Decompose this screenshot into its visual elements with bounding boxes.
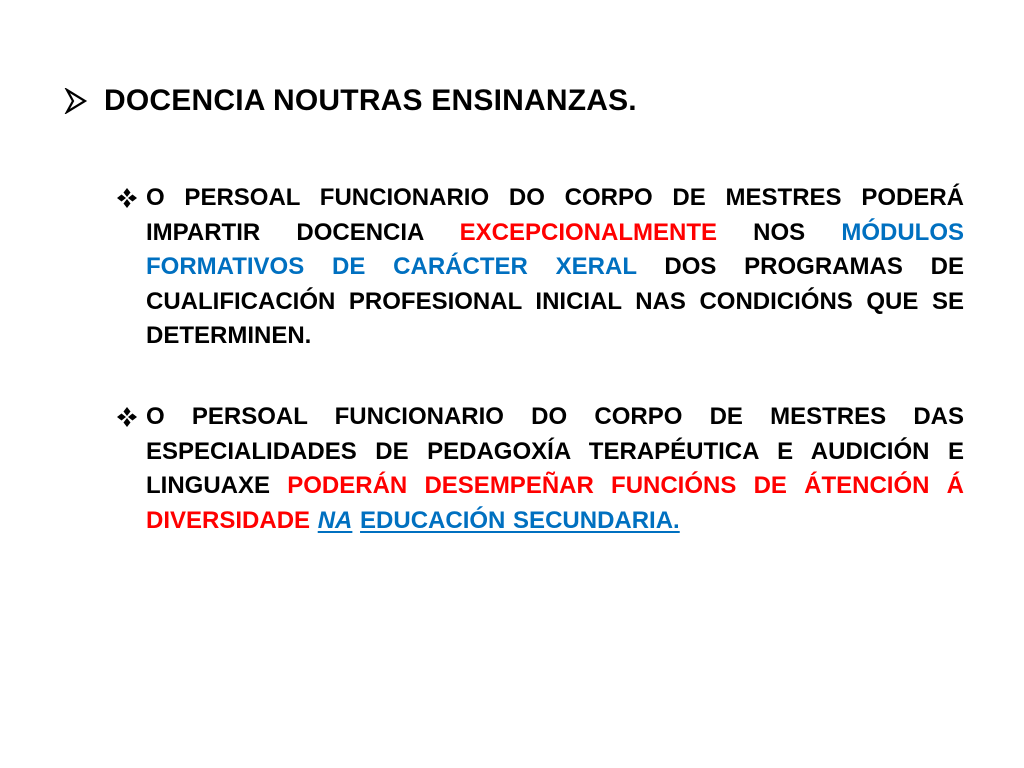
bullet-item	[116, 400, 964, 538]
bullet-item	[116, 181, 964, 354]
emphasis-red: PODERÁN DESEMPEÑAR FUNCIÓNS DE ÁTENCIÓN Á DIVERSIDADE	[146, 472, 965, 534]
text-segment: NOS	[717, 218, 842, 246]
bullet-text	[146, 181, 964, 354]
text-segment: O PERSOAL FUNCIONARIO DO CORPO DE MESTRES DAS ESPECIALIDADES DE PEDAGOXÍA TERAPÉUTICA E AUDICIÓN E LINGUAXE	[146, 403, 964, 499]
arrowhead-icon	[64, 88, 88, 114]
section-title: DOCENCIA NOUTRAS ENSINANZAS.	[104, 84, 637, 117]
text-segment	[310, 507, 318, 534]
four-diamond-icon	[116, 406, 138, 428]
section-heading	[64, 84, 637, 118]
bullet-text	[146, 400, 964, 538]
text-segment: DOS PROGRAMAS DE CUALIFICACIÓN PROFESIONAL INICIAL NAS CONDICIÓNS QUE SE DETERMINEN.	[146, 253, 964, 349]
emphasis-blue-link: EDUCACIÓN SECUNDARIA.	[360, 506, 680, 534]
text-segment: O PERSOAL FUNCIONARIO DO CORPO DE MESTRES PODERÁ IMPARTIR DOCENCIA	[146, 184, 964, 246]
emphasis-red: EXCEPCIONALMENTE	[459, 218, 717, 246]
emphasis-blue: MÓDULOS FORMATIVOS DE CARÁCTER XERAL	[146, 218, 964, 280]
four-diamond-icon	[116, 187, 138, 209]
emphasis-blue-link: NA	[317, 506, 353, 534]
